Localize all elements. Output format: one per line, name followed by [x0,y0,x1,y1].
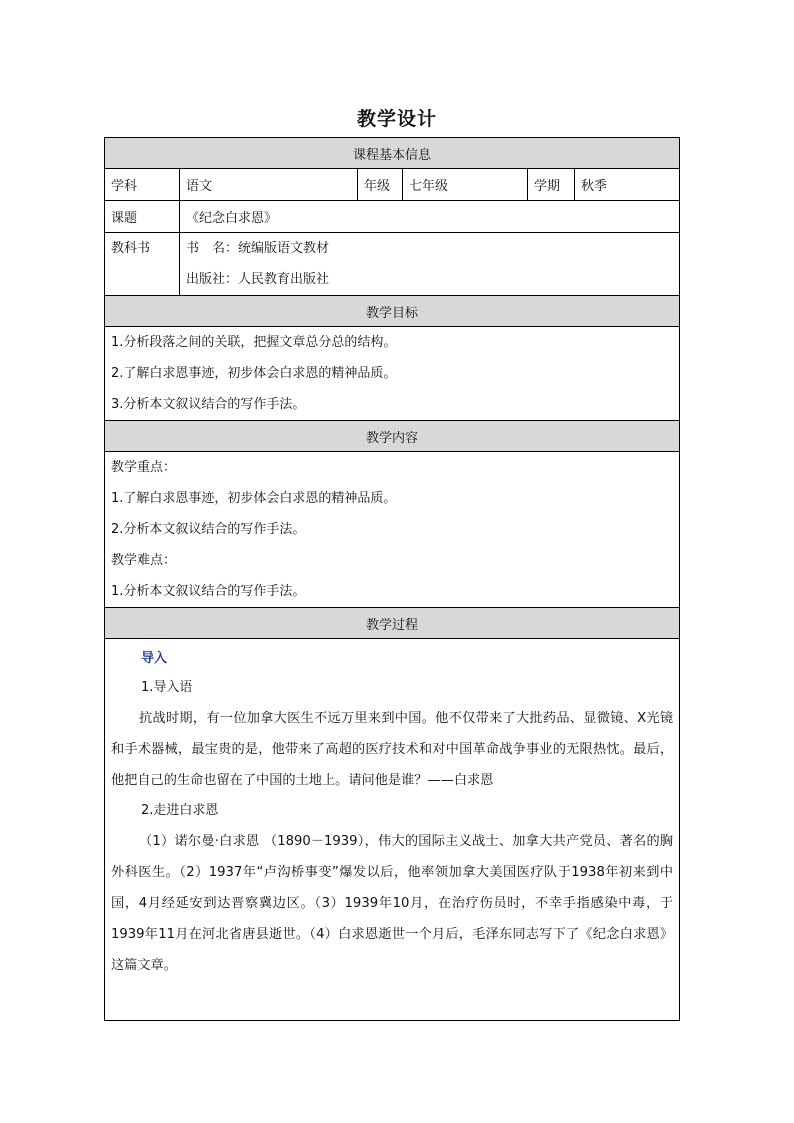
grade-label: 年级 [358,169,403,201]
content-header-row [105,421,680,452]
textbook-label [105,233,180,296]
process-header-row [105,608,680,639]
basic-info-header: 课程基本信息 [105,138,680,169]
lesson-plan-table [104,137,680,1021]
topic-value: 《纪念白求恩》 [180,201,680,233]
textbook-name: 书 名：统编版语文教材 [186,241,330,256]
process-paragraph: （1）诺尔曼·白求恩 （1890－1939），伟大的国际主义战士、加拿大共产党员、著名的胸外科医生。（2）1937年“卢沟桥事变”爆发以后，他率领加拿大美国医疗队于1938年初来到中国，4月经延安到达晋察冀边区。（3）1939年10月，在治疗伤员时，不幸手指感染中毒，于1939年11月在河北省唐县逝世。（4）白求恩逝世一个月后，毛泽东同志写下了《纪念白求恩》这篇文章。 [111,834,674,973]
objectives-header-row [105,296,680,327]
objective-item: 2.了解白求恩事迹，初步体会白求恩的精神品质。 [111,366,397,381]
page-title: 教学设计 [356,108,437,130]
textbook-row [105,233,680,296]
term-label: 学期 [528,169,575,201]
term-value: 秋季 [575,169,680,201]
objectives-row [105,327,680,421]
key-points-label: 教学重点： [111,460,177,475]
process-subheading: 2.走进白求恩 [141,803,219,818]
subject-value: 语文 [180,169,358,201]
objectives-cell [105,327,680,421]
key-point-item: 2.分析本文叙议结合的写作手法。 [111,522,306,537]
process-section-title: 导入 [141,651,168,666]
grade-value: 七年级 [403,169,528,201]
difficult-points-label: 教学难点： [111,553,177,568]
topic-row [105,201,680,233]
process-subheading: 1.导入语 [141,680,193,695]
topic-label: 课题 [105,201,180,233]
content-header: 教学内容 [105,421,680,452]
objective-item: 1.分析段落之间的关联，把握文章总分总的结构。 [111,335,397,350]
content-row [105,452,680,608]
difficult-point-item: 1.分析本文叙议结合的写作手法。 [111,584,306,599]
process-header: 教学过程 [105,608,680,639]
objectives-header: 教学目标 [105,296,680,327]
process-paragraph: 抗战时期，有一位加拿大医生不远万里来到中国。他不仅带来了大批药品、显微镜、X光镜和手术器械，最宝贵的是，他带来了高超的医疗技术和对中国革命战争事业的无限热忱。最后，他把自己的生命也留在了中国的土地上。请问他是谁？——白求恩 [111,711,674,788]
subject-row [105,169,680,201]
process-row [105,639,680,1021]
textbook-publisher: 出版社：人民教育出版社 [186,272,330,287]
subject-label: 学科 [105,169,180,201]
key-point-item: 1.了解白求恩事迹，初步体会白求恩的精神品质。 [111,491,397,506]
process-cell [105,639,680,1021]
objective-item: 3.分析本文叙议结合的写作手法。 [111,397,306,412]
textbook-info [180,233,680,296]
content-cell [105,452,680,608]
textbook-label-text: 教科书 [111,241,151,256]
basic-info-header-row [105,138,680,169]
